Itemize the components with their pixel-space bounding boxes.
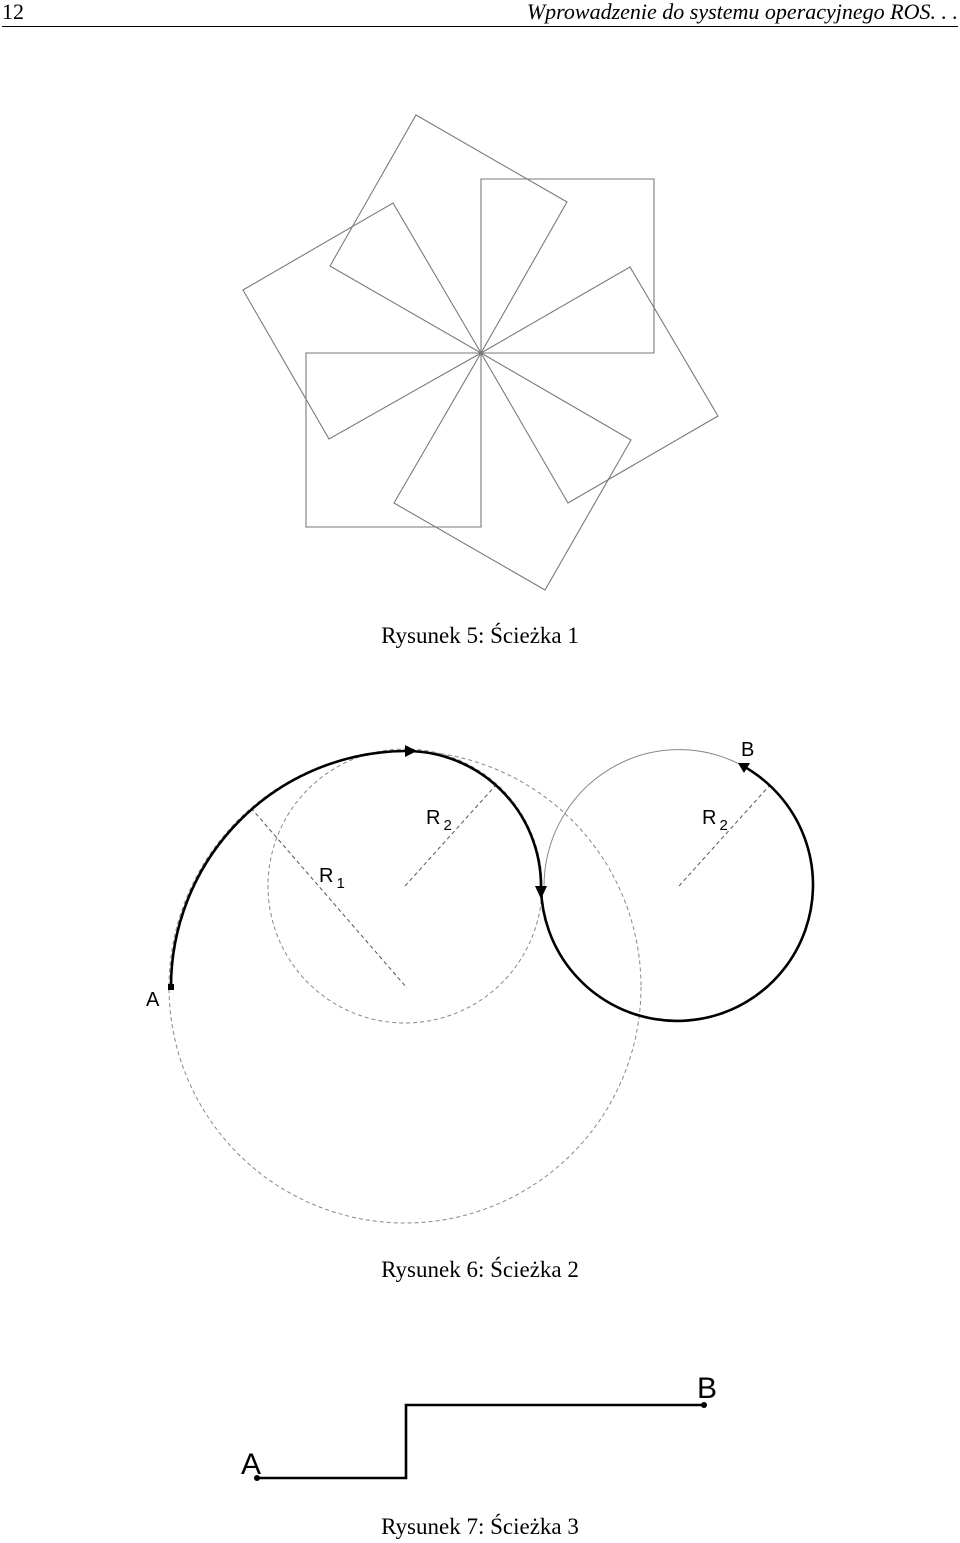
label-r2-right: R $_2$ bbox=[702, 807, 728, 834]
figure-5-pinwheel bbox=[0, 0, 960, 610]
triangle-right bbox=[481, 267, 718, 503]
arrow-top bbox=[405, 745, 417, 757]
label-a: A bbox=[146, 989, 160, 1011]
running-title: Wprowadzenie do systemu operacyjnego ROS. . . bbox=[526, 0, 958, 24]
radius-line-r2-left bbox=[405, 785, 496, 886]
figure-6-arc-path bbox=[0, 700, 960, 1240]
page-number: 12 bbox=[2, 0, 24, 24]
label-b: B bbox=[741, 739, 755, 761]
path-2 bbox=[171, 751, 813, 1021]
point-a bbox=[168, 984, 174, 990]
figure-7-step-path bbox=[0, 1360, 960, 1500]
arrow-middle bbox=[535, 886, 547, 899]
label-a: A bbox=[241, 1448, 262, 1481]
path-3 bbox=[257, 1405, 704, 1478]
radius-line-r2-right bbox=[679, 785, 770, 886]
label-r1: R $_1$ bbox=[319, 865, 345, 892]
square-upper-right bbox=[481, 179, 654, 353]
triangle-left bbox=[243, 203, 481, 439]
square-tilted-bottom bbox=[394, 353, 631, 590]
radius-line-r1 bbox=[251, 808, 407, 988]
label-r2-left: R $_2$ bbox=[426, 807, 452, 834]
square-tilted-top bbox=[330, 115, 567, 353]
figure-6-caption: Rysunek 6: Ścieżka 2 bbox=[381, 1257, 579, 1282]
label-b: B bbox=[697, 1372, 718, 1405]
figure-7-caption: Rysunek 7: Ścieżka 3 bbox=[381, 1514, 579, 1539]
figure-5-caption: Rysunek 5: Ścieżka 1 bbox=[381, 623, 579, 648]
square-lower-left bbox=[306, 353, 481, 527]
